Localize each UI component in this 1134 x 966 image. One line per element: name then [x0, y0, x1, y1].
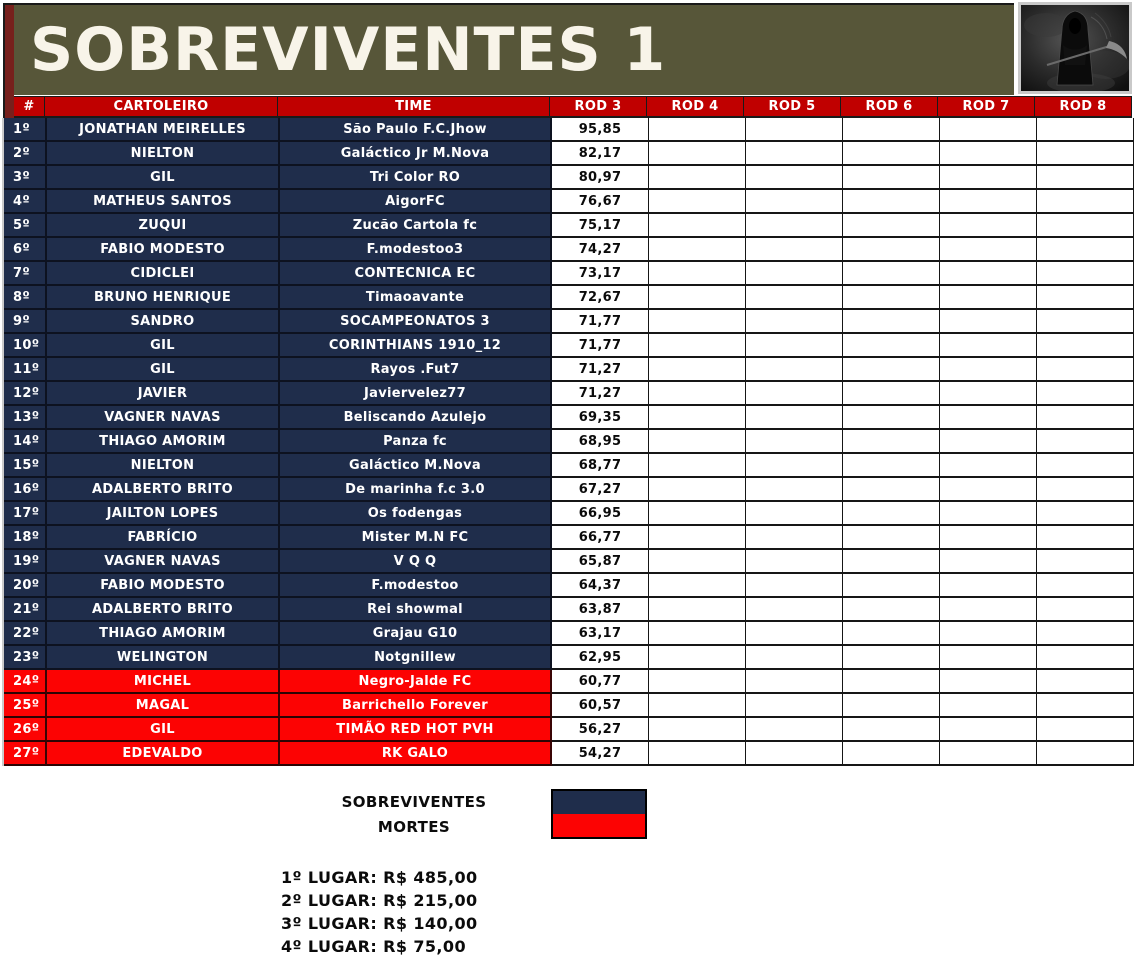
rod8-empty-cell[interactable]: [1037, 118, 1134, 142]
table-row: [4, 646, 1132, 670]
rod3-score-cell[interactable]: 63,87: [552, 598, 649, 622]
rank-cell[interactable]: 11º: [4, 358, 47, 382]
legend-swatch: [551, 789, 647, 839]
column-header-cartoleiro[interactable]: CARTOLEIRO: [45, 96, 278, 118]
table-row: [4, 694, 1132, 718]
cartoleiro-cell[interactable]: EDEVALDO: [47, 742, 280, 766]
rod5-empty-cell[interactable]: [746, 358, 843, 382]
team-cell[interactable]: Galáctico Jr M.Nova: [280, 142, 552, 166]
table-row: [4, 430, 1132, 454]
rod7-empty-cell[interactable]: [940, 574, 1037, 598]
table-row: [4, 382, 1132, 406]
cartoleiro-cell[interactable]: GIL: [47, 166, 280, 190]
rod5-empty-cell[interactable]: [746, 598, 843, 622]
cartoleiro-cell[interactable]: CIDICLEI: [47, 262, 280, 286]
rod7-empty-cell[interactable]: [940, 334, 1037, 358]
rod4-empty-cell[interactable]: [649, 262, 746, 286]
rod4-empty-cell[interactable]: [649, 190, 746, 214]
rank-cell[interactable]: 12º: [4, 382, 47, 406]
rod3-score-cell[interactable]: 64,37: [552, 574, 649, 598]
rod7-empty-cell[interactable]: [940, 406, 1037, 430]
rod5-empty-cell[interactable]: [746, 118, 843, 142]
table-row: [4, 214, 1132, 238]
rod5-empty-cell[interactable]: [746, 454, 843, 478]
rod7-empty-cell[interactable]: [940, 190, 1037, 214]
rod3-score-cell[interactable]: 74,27: [552, 238, 649, 262]
rod5-empty-cell[interactable]: [746, 550, 843, 574]
rod6-empty-cell[interactable]: [843, 238, 940, 262]
rod8-empty-cell[interactable]: [1037, 166, 1134, 190]
team-cell[interactable]: V Q Q: [280, 550, 552, 574]
rank-cell[interactable]: 16º: [4, 478, 47, 502]
table-row: [4, 622, 1132, 646]
rod4-empty-cell[interactable]: [649, 166, 746, 190]
rank-cell[interactable]: 15º: [4, 454, 47, 478]
team-cell[interactable]: Javiervelez77: [280, 382, 552, 406]
rod6-empty-cell[interactable]: [843, 406, 940, 430]
team-cell[interactable]: Negro-Jalde FC: [280, 670, 552, 694]
rod7-empty-cell[interactable]: [940, 238, 1037, 262]
cartoleiro-cell[interactable]: VAGNER NAVAS: [47, 406, 280, 430]
rod4-empty-cell[interactable]: [649, 622, 746, 646]
rod4-empty-cell[interactable]: [649, 550, 746, 574]
rod7-empty-cell[interactable]: [940, 694, 1037, 718]
table-row: [4, 550, 1132, 574]
rod8-empty-cell[interactable]: [1037, 310, 1134, 334]
rod4-empty-cell[interactable]: [649, 502, 746, 526]
rod4-empty-cell[interactable]: [649, 382, 746, 406]
rank-cell[interactable]: 3º: [4, 166, 47, 190]
cartoleiro-cell[interactable]: FABRÍCIO: [47, 526, 280, 550]
rod5-empty-cell[interactable]: [746, 262, 843, 286]
rod6-empty-cell[interactable]: [843, 694, 940, 718]
rod5-empty-cell[interactable]: [746, 622, 843, 646]
rank-cell[interactable]: 25º: [4, 694, 47, 718]
cartoleiro-cell[interactable]: MICHEL: [47, 670, 280, 694]
rod5-empty-cell[interactable]: [746, 382, 843, 406]
table-row: [4, 526, 1132, 550]
rod3-score-cell[interactable]: 62,95: [552, 646, 649, 670]
grim-reaper-image: [1018, 2, 1132, 94]
rod5-empty-cell[interactable]: [746, 478, 843, 502]
rod6-empty-cell[interactable]: [843, 574, 940, 598]
cartoleiro-cell[interactable]: ZUQUI: [47, 214, 280, 238]
table-row: [4, 358, 1132, 382]
rod8-empty-cell[interactable]: [1037, 262, 1134, 286]
rod7-empty-cell[interactable]: [940, 286, 1037, 310]
team-cell[interactable]: Galáctico M.Nova: [280, 454, 552, 478]
rod5-empty-cell[interactable]: [746, 406, 843, 430]
rod5-empty-cell[interactable]: [746, 502, 843, 526]
team-cell[interactable]: Rayos .Fut7: [280, 358, 552, 382]
rod6-empty-cell[interactable]: [843, 550, 940, 574]
rod5-empty-cell[interactable]: [746, 238, 843, 262]
table-row: [4, 406, 1132, 430]
rod6-empty-cell[interactable]: [843, 502, 940, 526]
table-row: [4, 670, 1132, 694]
rod5-empty-cell[interactable]: [746, 526, 843, 550]
rod4-empty-cell[interactable]: [649, 214, 746, 238]
rod8-empty-cell[interactable]: [1037, 190, 1134, 214]
rod8-empty-cell[interactable]: [1037, 142, 1134, 166]
rank-cell[interactable]: 20º: [4, 574, 47, 598]
table-row: [4, 574, 1132, 598]
rod6-empty-cell[interactable]: [843, 262, 940, 286]
cartoleiro-cell[interactable]: GIL: [47, 334, 280, 358]
legend-label-deaths: MORTES: [377, 818, 451, 836]
rod8-empty-cell[interactable]: [1037, 502, 1134, 526]
rod8-empty-cell[interactable]: [1037, 454, 1134, 478]
team-cell[interactable]: Beliscando Azulejo: [280, 406, 552, 430]
table-row: [4, 334, 1132, 358]
rank-cell[interactable]: 17º: [4, 502, 47, 526]
table-row: [4, 286, 1132, 310]
table-row: [4, 238, 1132, 262]
rod6-empty-cell[interactable]: [843, 358, 940, 382]
table-header-row: [14, 96, 1132, 118]
rank-cell[interactable]: 5º: [4, 214, 47, 238]
rod8-empty-cell[interactable]: [1037, 622, 1134, 646]
rod7-empty-cell[interactable]: [940, 454, 1037, 478]
rod4-empty-cell[interactable]: [649, 430, 746, 454]
cartoleiro-cell[interactable]: JONATHAN MEIRELLES: [47, 118, 280, 142]
rod5-empty-cell[interactable]: [746, 334, 843, 358]
team-cell[interactable]: CORINTHIANS 1910_12: [280, 334, 552, 358]
rank-cell[interactable]: 2º: [4, 142, 47, 166]
rod5-empty-cell[interactable]: [746, 142, 843, 166]
left-accent-strip: [3, 3, 14, 118]
rod5-empty-cell[interactable]: [746, 694, 843, 718]
team-cell[interactable]: Os fodengas: [280, 502, 552, 526]
team-cell[interactable]: De marinha f.c 3.0: [280, 478, 552, 502]
cartoleiro-cell[interactable]: SANDRO: [47, 310, 280, 334]
rod7-empty-cell[interactable]: [940, 526, 1037, 550]
rod3-score-cell[interactable]: 66,95: [552, 502, 649, 526]
rod3-score-cell[interactable]: 54,27: [552, 742, 649, 766]
rod6-empty-cell[interactable]: [843, 334, 940, 358]
cartoleiro-cell[interactable]: ADALBERTO BRITO: [47, 598, 280, 622]
column-header-time[interactable]: TIME: [278, 96, 550, 118]
rod8-empty-cell[interactable]: [1037, 406, 1134, 430]
rod6-empty-cell[interactable]: [843, 670, 940, 694]
rod7-empty-cell[interactable]: [940, 310, 1037, 334]
team-cell[interactable]: Timaoavante: [280, 286, 552, 310]
team-cell[interactable]: Notgnillew: [280, 646, 552, 670]
rod3-score-cell[interactable]: 73,17: [552, 262, 649, 286]
legend-label-survivors: SOBREVIVENTES: [341, 793, 487, 811]
rank-cell[interactable]: 27º: [4, 742, 47, 766]
rod6-empty-cell[interactable]: [843, 454, 940, 478]
rod7-empty-cell[interactable]: [940, 262, 1037, 286]
cartoleiro-cell[interactable]: VAGNER NAVAS: [47, 550, 280, 574]
rank-cell[interactable]: 4º: [4, 190, 47, 214]
rod7-empty-cell[interactable]: [940, 214, 1037, 238]
rod6-empty-cell[interactable]: [843, 742, 940, 766]
rod6-empty-cell[interactable]: [843, 190, 940, 214]
rod7-empty-cell[interactable]: [940, 646, 1037, 670]
table-row: [4, 502, 1132, 526]
cartoleiro-cell[interactable]: BRUNO HENRIQUE: [47, 286, 280, 310]
cartoleiro-cell[interactable]: THIAGO AMORIM: [47, 430, 280, 454]
rod5-empty-cell[interactable]: [746, 310, 843, 334]
rod3-score-cell[interactable]: 60,57: [552, 694, 649, 718]
rod4-empty-cell[interactable]: [649, 670, 746, 694]
prize-line: 3º LUGAR: R$ 140,00: [281, 914, 478, 933]
rank-cell[interactable]: 6º: [4, 238, 47, 262]
rank-cell[interactable]: 10º: [4, 334, 47, 358]
rod8-empty-cell[interactable]: [1037, 574, 1134, 598]
rank-cell[interactable]: 8º: [4, 286, 47, 310]
rod7-empty-cell[interactable]: [940, 502, 1037, 526]
cartoleiro-cell[interactable]: FABIO MODESTO: [47, 238, 280, 262]
rod5-empty-cell[interactable]: [746, 742, 843, 766]
title-band: [14, 3, 1014, 95]
rank-cell[interactable]: 18º: [4, 526, 47, 550]
cartoleiro-cell[interactable]: MAGAL: [47, 694, 280, 718]
table-row: [4, 166, 1132, 190]
rod8-empty-cell[interactable]: [1037, 382, 1134, 406]
rod4-empty-cell[interactable]: [649, 238, 746, 262]
rod6-empty-cell[interactable]: [843, 286, 940, 310]
rod3-score-cell[interactable]: 68,77: [552, 454, 649, 478]
rod8-empty-cell[interactable]: [1037, 214, 1134, 238]
rod7-empty-cell[interactable]: [940, 478, 1037, 502]
rod5-empty-cell[interactable]: [746, 670, 843, 694]
rod6-empty-cell[interactable]: [843, 382, 940, 406]
cartoleiro-cell[interactable]: MATHEUS SANTOS: [47, 190, 280, 214]
rod8-empty-cell[interactable]: [1037, 670, 1134, 694]
rank-cell[interactable]: 13º: [4, 406, 47, 430]
rod6-empty-cell[interactable]: [843, 310, 940, 334]
rank-cell[interactable]: 26º: [4, 718, 47, 742]
team-cell[interactable]: F.modestoo: [280, 574, 552, 598]
rod3-score-cell[interactable]: 71,27: [552, 382, 649, 406]
rod8-empty-cell[interactable]: [1037, 358, 1134, 382]
rod6-empty-cell[interactable]: [843, 478, 940, 502]
rod6-empty-cell[interactable]: [843, 118, 940, 142]
team-cell[interactable]: AigorFC: [280, 190, 552, 214]
rod6-empty-cell[interactable]: [843, 430, 940, 454]
rod7-empty-cell[interactable]: [940, 430, 1037, 454]
table-row: [4, 262, 1132, 286]
cartoleiro-cell[interactable]: ADALBERTO BRITO: [47, 478, 280, 502]
team-cell[interactable]: Tri Color RO: [280, 166, 552, 190]
cartoleiro-cell[interactable]: NIELTON: [47, 142, 280, 166]
rod3-score-cell[interactable]: 75,17: [552, 214, 649, 238]
rod7-empty-cell[interactable]: [940, 550, 1037, 574]
rod3-score-cell[interactable]: 71,77: [552, 334, 649, 358]
rod7-empty-cell[interactable]: [940, 142, 1037, 166]
rod4-empty-cell[interactable]: [649, 406, 746, 430]
team-cell[interactable]: Zucão Cartola fc: [280, 214, 552, 238]
rod7-empty-cell[interactable]: [940, 382, 1037, 406]
cartoleiro-cell[interactable]: GIL: [47, 718, 280, 742]
rod7-empty-cell[interactable]: [940, 166, 1037, 190]
rod6-empty-cell[interactable]: [843, 646, 940, 670]
rod3-score-cell[interactable]: 71,77: [552, 310, 649, 334]
cartoleiro-cell[interactable]: FABIO MODESTO: [47, 574, 280, 598]
rank-cell[interactable]: 7º: [4, 262, 47, 286]
rod8-empty-cell[interactable]: [1037, 694, 1134, 718]
prize-line: 1º LUGAR: R$ 485,00: [281, 868, 478, 887]
rod5-empty-cell[interactable]: [746, 286, 843, 310]
rod6-empty-cell[interactable]: [843, 598, 940, 622]
team-cell[interactable]: F.modestoo3: [280, 238, 552, 262]
team-cell[interactable]: Rei showmal: [280, 598, 552, 622]
table-row: [4, 118, 1132, 142]
rod8-empty-cell[interactable]: [1037, 598, 1134, 622]
rod3-score-cell[interactable]: 63,17: [552, 622, 649, 646]
cartoleiro-cell[interactable]: NIELTON: [47, 454, 280, 478]
rod3-score-cell[interactable]: 80,97: [552, 166, 649, 190]
rank-cell[interactable]: 1º: [4, 118, 47, 142]
rod3-score-cell[interactable]: 71,27: [552, 358, 649, 382]
rod4-empty-cell[interactable]: [649, 286, 746, 310]
team-cell[interactable]: Panza fc: [280, 430, 552, 454]
rod3-score-cell[interactable]: 60,77: [552, 670, 649, 694]
rod5-empty-cell[interactable]: [746, 574, 843, 598]
rod4-empty-cell[interactable]: [649, 118, 746, 142]
prize-line: 2º LUGAR: R$ 215,00: [281, 891, 478, 910]
rod3-score-cell[interactable]: 65,87: [552, 550, 649, 574]
rod8-empty-cell[interactable]: [1037, 550, 1134, 574]
rod4-empty-cell[interactable]: [649, 334, 746, 358]
rod4-empty-cell[interactable]: [649, 526, 746, 550]
cartoleiro-cell[interactable]: THIAGO AMORIM: [47, 622, 280, 646]
prize-list: [281, 866, 478, 958]
cartoleiro-cell[interactable]: GIL: [47, 358, 280, 382]
rod3-score-cell[interactable]: 67,27: [552, 478, 649, 502]
rod3-score-cell[interactable]: 82,17: [552, 142, 649, 166]
rod3-score-cell[interactable]: 68,95: [552, 430, 649, 454]
rod4-empty-cell[interactable]: [649, 694, 746, 718]
table-body: [2, 118, 1132, 766]
rod5-empty-cell[interactable]: [746, 190, 843, 214]
table-row: [4, 190, 1132, 214]
rod6-empty-cell[interactable]: [843, 526, 940, 550]
table-row: [4, 454, 1132, 478]
legend-swatch-alive: [553, 791, 645, 814]
rod7-empty-cell[interactable]: [940, 358, 1037, 382]
rank-cell[interactable]: 24º: [4, 670, 47, 694]
rod6-empty-cell[interactable]: [843, 166, 940, 190]
rank-cell[interactable]: 14º: [4, 430, 47, 454]
rank-cell[interactable]: 19º: [4, 550, 47, 574]
rod4-empty-cell[interactable]: [649, 454, 746, 478]
team-cell[interactable]: Barrichello Forever: [280, 694, 552, 718]
rod3-score-cell[interactable]: 76,67: [552, 190, 649, 214]
rod4-empty-cell[interactable]: [649, 742, 746, 766]
rod4-empty-cell[interactable]: [649, 358, 746, 382]
rod7-empty-cell[interactable]: [940, 622, 1037, 646]
team-cell[interactable]: CONTECNICA EC: [280, 262, 552, 286]
rod3-score-cell[interactable]: 69,35: [552, 406, 649, 430]
rod8-empty-cell[interactable]: [1037, 478, 1134, 502]
rod3-score-cell[interactable]: 56,27: [552, 718, 649, 742]
column-header-rod6[interactable]: ROD 6: [841, 96, 938, 118]
rod4-empty-cell[interactable]: [649, 574, 746, 598]
rod7-empty-cell[interactable]: [940, 670, 1037, 694]
rod5-empty-cell[interactable]: [746, 718, 843, 742]
grim-reaper-icon: [1021, 5, 1129, 91]
rod8-empty-cell[interactable]: [1037, 742, 1134, 766]
column-header-rod3[interactable]: ROD 3: [550, 96, 647, 118]
rod6-empty-cell[interactable]: [843, 142, 940, 166]
team-cell[interactable]: Grajau G10: [280, 622, 552, 646]
legend-swatch-dead: [553, 814, 645, 837]
table-row: [4, 742, 1132, 766]
rod8-empty-cell[interactable]: [1037, 238, 1134, 262]
rod4-empty-cell[interactable]: [649, 718, 746, 742]
rod6-empty-cell[interactable]: [843, 622, 940, 646]
page-title: SOBREVIVENTES 1: [30, 15, 667, 85]
rod6-empty-cell[interactable]: [843, 718, 940, 742]
rod6-empty-cell[interactable]: [843, 214, 940, 238]
rank-cell[interactable]: 23º: [4, 646, 47, 670]
rod7-empty-cell[interactable]: [940, 742, 1037, 766]
rod7-empty-cell[interactable]: [940, 718, 1037, 742]
rod4-empty-cell[interactable]: [649, 142, 746, 166]
team-cell[interactable]: Mister M.N FC: [280, 526, 552, 550]
rod5-empty-cell[interactable]: [746, 166, 843, 190]
rod8-empty-cell[interactable]: [1037, 430, 1134, 454]
cartoleiro-cell[interactable]: JAILTON LOPES: [47, 502, 280, 526]
cartoleiro-cell[interactable]: WELINGTON: [47, 646, 280, 670]
cartoleiro-cell[interactable]: JAVIER: [47, 382, 280, 406]
rod8-empty-cell[interactable]: [1037, 646, 1134, 670]
rod8-empty-cell[interactable]: [1037, 334, 1134, 358]
table-row: [4, 142, 1132, 166]
rank-cell[interactable]: 21º: [4, 598, 47, 622]
table-row: [4, 598, 1132, 622]
rod8-empty-cell[interactable]: [1037, 526, 1134, 550]
rod3-score-cell[interactable]: 66,77: [552, 526, 649, 550]
team-cell[interactable]: RK GALO: [280, 742, 552, 766]
rod5-empty-cell[interactable]: [746, 430, 843, 454]
rod3-score-cell[interactable]: 95,85: [552, 118, 649, 142]
team-cell[interactable]: SOCAMPEONATOS 3: [280, 310, 552, 334]
rod8-empty-cell[interactable]: [1037, 718, 1134, 742]
table-row: [4, 718, 1132, 742]
rod4-empty-cell[interactable]: [649, 478, 746, 502]
team-cell[interactable]: TIMÃO RED HOT PVH: [280, 718, 552, 742]
rod7-empty-cell[interactable]: [940, 118, 1037, 142]
rod5-empty-cell[interactable]: [746, 646, 843, 670]
column-header-rod8[interactable]: ROD 8: [1035, 96, 1132, 118]
column-header-rank[interactable]: #: [14, 96, 45, 118]
rod8-empty-cell[interactable]: [1037, 286, 1134, 310]
rod4-empty-cell[interactable]: [649, 310, 746, 334]
team-cell[interactable]: São Paulo F.C.Jhow: [280, 118, 552, 142]
rod4-empty-cell[interactable]: [649, 598, 746, 622]
rank-cell[interactable]: 9º: [4, 310, 47, 334]
column-header-rod7[interactable]: ROD 7: [938, 96, 1035, 118]
rod4-empty-cell[interactable]: [649, 646, 746, 670]
rank-cell[interactable]: 22º: [4, 622, 47, 646]
column-header-rod5[interactable]: ROD 5: [744, 96, 841, 118]
prize-line: 4º LUGAR: R$ 75,00: [281, 937, 466, 956]
table-row: [4, 310, 1132, 334]
rod5-empty-cell[interactable]: [746, 214, 843, 238]
column-header-rod4[interactable]: ROD 4: [647, 96, 744, 118]
rod7-empty-cell[interactable]: [940, 598, 1037, 622]
table-row: [4, 478, 1132, 502]
rod3-score-cell[interactable]: 72,67: [552, 286, 649, 310]
